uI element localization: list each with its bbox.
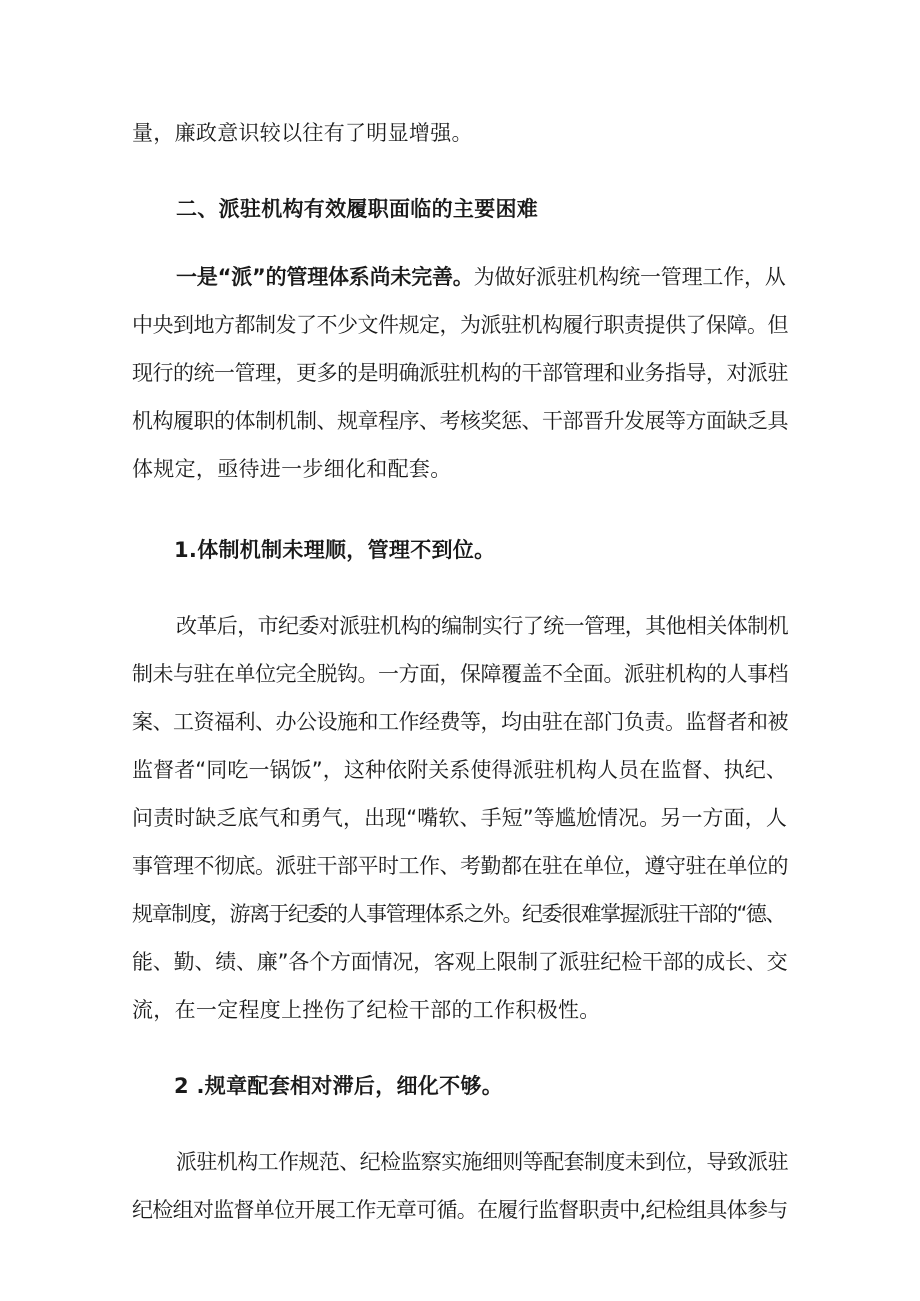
subsection-1-heading: 1.体制机制未理顺，管理不到位。 [174,538,496,562]
intro-tail-line: 量，廉政意识较以往有了明显增强。 [132,121,473,145]
para3-line1: 派驻机构工作规范、纪检监察实施细则等配套制度未到位，导致派驻 [176,1150,788,1174]
para1-line1-rest: 为做好派驻机构统一管理工作，从 [473,265,786,289]
para2-line2: 制未与驻在单位完全脱钩。一方面，保障覆盖不全面。派驻机构的人事档 [132,662,788,686]
para1-line5: 体规定，亟待进一步细化和配套。 [132,457,452,481]
para3-line2: 纪检组对监督单位开展工作无章可循。在履行监督职责中,纪检组具体参与 [132,1198,788,1222]
subsection-2-heading: 2 .规章配套相对滞后，细化不够。 [174,1074,503,1098]
para2-line5: 问责时缺乏底气和勇气，出现“嘴软、手短”等尴尬情况。另一方面，人 [132,806,787,830]
para2-line8: 能、勤、绩、廉”各个方面情况，客观上限制了派驻纪检干部的成长、交 [132,950,788,974]
para2-line4: 监督者“同吃一锅饭”，这种依附关系使得派驻机构人员在监督、执纪、 [132,758,787,782]
para2-line1: 改革后，市纪委对派驻机构的编制实行了统一管理，其他相关体制机 [176,614,788,638]
para2-line6: 事管理不彻底。派驻干部平时工作、考勤都在驻在单位，遵守驻在单位的 [132,854,788,878]
para1-line2: 中央到地方都制发了不少文件规定，为派驻机构履行职责提供了保障。但 [132,313,788,337]
para1-lead-bold: 一是“派”的管理体系尚未完善。 [176,265,474,289]
para1-line3: 现行的统一管理，更多的是明确派驻机构的干部管理和业务指导，对派驻 [132,361,788,385]
para1-line4: 机构履职的体制机制、规章程序、考核奖惩、干部晋升发展等方面缺乏具 [132,409,788,433]
para1-line1 [176,262,786,292]
para2-line3: 案、工资福利、办公设施和工作经费等，均由驻在部门负责。监督者和被 [132,710,788,734]
section-heading: 二、派驻机构有效履职面临的主要困难 [176,197,539,221]
para2-line9: 流，在一定程度上挫伤了纪检干部的工作积极性。 [132,998,601,1022]
para2-line7: 规章制度，游离于纪委的人事管理体系之外。纪委很难掌握派驻干部的“德、 [132,902,785,926]
